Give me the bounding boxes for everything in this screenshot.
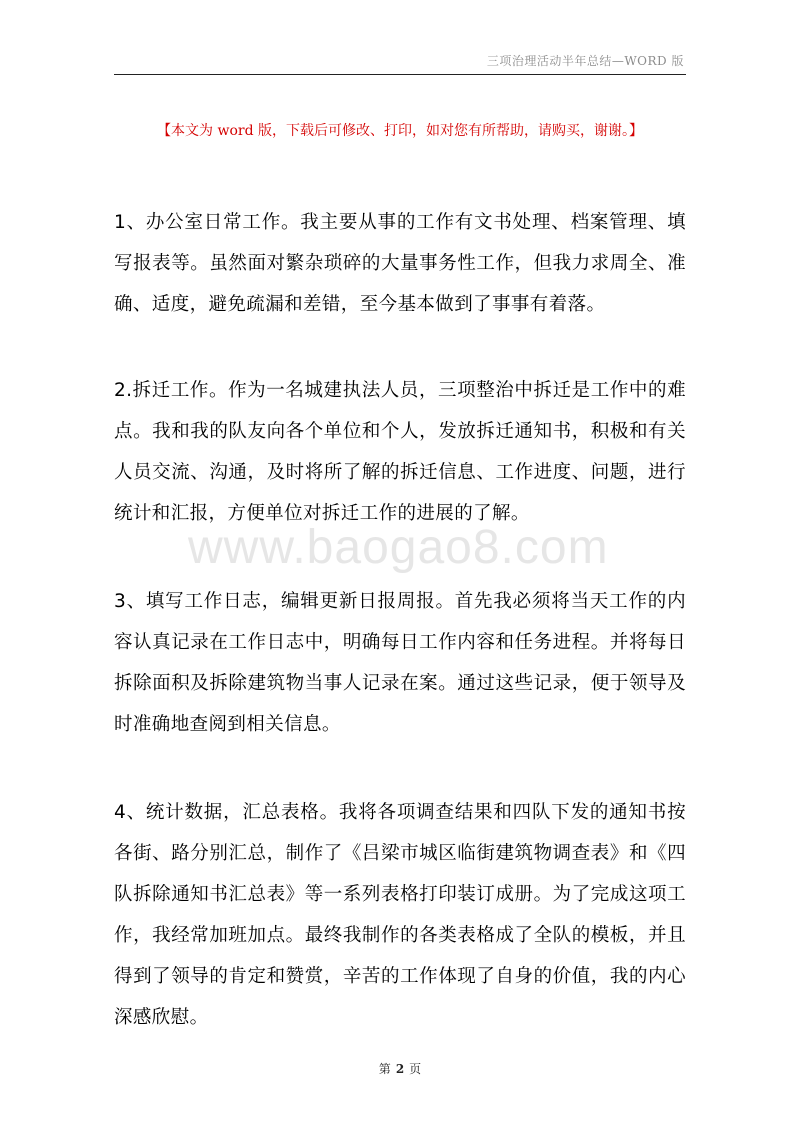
paragraph-work-log: 3、填写工作日志，编辑更新日报周报。首先我必须将当天工作的内容认真记录在工作日志中，明确每日工作内容和任务进程。并将每日拆除面积及拆除建筑物当事人记录在案。通过这些记录，便于领导及时准确地查阅到相关信息。	[114, 591, 686, 735]
footer-suffix: 页	[409, 1062, 422, 1076]
watermark: www.baogao8.com	[188, 521, 609, 574]
page-number: 2	[395, 1062, 405, 1076]
paragraph-office-work: 1、办公室日常工作。我主要从事的工作有文书处理、档案管理、填写报表等。虽然面对繁杂琐碎的大量事务性工作，但我力求周全、准确、适度，避免疏漏和差错，至今基本做到了事事有着落。	[114, 212, 686, 315]
paragraph-statistics: 4、统计数据，汇总表格。我将各项调查结果和四队下发的通知书按各街、路分别汇总，制作了《吕梁市城区临街建筑物调查表》和《四队拆除通知书汇总表》等一系列表格打印装订成册。为了完成这项工作，我经常加班加点。最终我制作的各类表格成了全队的模板，并且得到了领导的肯定和赞赏，辛苦的工作体现了自身的价值，我的内心深感欣慰。	[114, 802, 686, 1028]
paragraph-demolition-work: 2.拆迁工作。作为一名城建执法人员，三项整治中拆迁是工作中的难点。我和我的队友向各个单位和个人，发放拆迁通知书，积极和有关人员交流、沟通，及时将所了解的拆迁信息、工作进度、问题，进行统计和汇报，方便单位对拆迁工作的进展的了解。	[114, 380, 686, 524]
running-header-title: 三项治理活动半年总结—WORD 版	[486, 54, 684, 68]
page-footer	[0, 1060, 800, 1077]
footer-prefix: 第	[378, 1062, 391, 1076]
header-divider	[114, 74, 686, 75]
purchase-notice: 【本文为 word 版，下载后可修改、打印，如对您有所帮助，请购买，谢谢。】	[157, 123, 643, 139]
